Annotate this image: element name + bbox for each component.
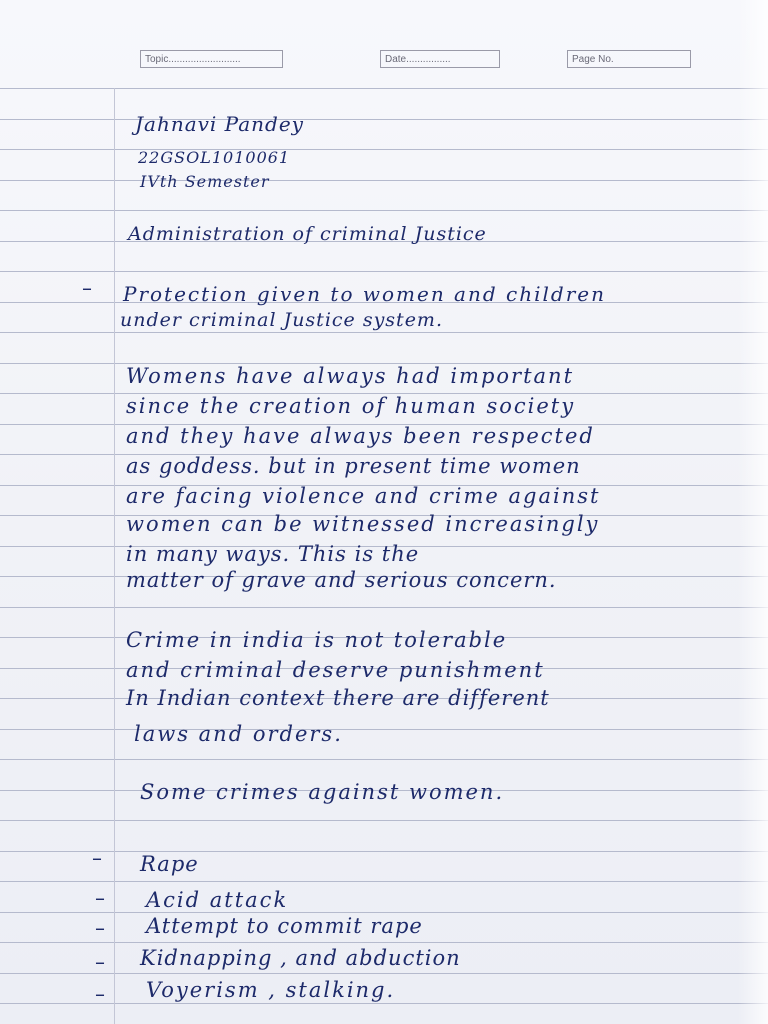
ruled-line <box>0 912 768 913</box>
ruled-line <box>0 759 768 760</box>
para1-line-7: in many ways. This is the <box>126 542 420 566</box>
topic-label: Topic.......................... <box>145 54 241 65</box>
list-dash: – <box>95 982 105 1006</box>
list-dash: – <box>95 916 105 940</box>
para1-line-5: are facing violence and crime against <box>126 484 601 508</box>
para1-line-1: Womens have always had important <box>126 364 575 388</box>
student-id: 22GSOL1010061 <box>138 148 291 167</box>
crime-item: Voyerism , stalking. <box>146 978 396 1002</box>
para1-line-4: as goddess. but in present time women <box>126 454 581 478</box>
date-box <box>380 50 500 68</box>
ruled-line <box>0 180 768 181</box>
ruled-line <box>0 607 768 608</box>
topic-line-1: Protection given to women and children <box>123 282 606 306</box>
para1-line-2: since the creation of human society <box>126 394 576 418</box>
ruled-line <box>0 942 768 943</box>
para2-line-3: In Indian context there are different <box>126 686 550 710</box>
crime-item: Acid attack <box>146 888 289 912</box>
topic-line-2: under criminal Justice system. <box>120 309 443 331</box>
ruled-line <box>0 973 768 974</box>
ruled-line <box>0 881 768 882</box>
list-dash: – <box>95 886 105 910</box>
margin-line <box>114 88 115 1024</box>
crime-item: Rape <box>140 852 199 876</box>
student-name: Jahnavi Pandey <box>135 112 304 136</box>
ruled-line <box>0 851 768 852</box>
ruled-line <box>0 332 768 333</box>
para1-line-6: women can be witnessed increasingly <box>126 512 600 536</box>
para2-line-4: laws and orders. <box>134 722 343 746</box>
ruled-line <box>0 271 768 272</box>
ruled-line <box>0 1003 768 1004</box>
para2-line-2: and criminal deserve punishment <box>126 658 545 682</box>
topic-box <box>140 50 283 68</box>
para2-line-1: Crime in india is not tolerable <box>126 628 508 652</box>
ruled-line <box>0 820 768 821</box>
crime-item: Attempt to commit rape <box>146 914 423 938</box>
ruled-line <box>0 119 768 120</box>
list-dash: – <box>95 950 105 974</box>
crimes-heading: Some crimes against women. <box>140 780 505 804</box>
list-dash: – <box>92 846 102 870</box>
page-no-box <box>567 50 691 68</box>
date-label: Date................ <box>385 54 451 65</box>
student-semester: IVth Semester <box>140 172 270 191</box>
ruled-line <box>0 729 768 730</box>
subject-title: Administration of criminal Justice <box>128 223 487 245</box>
para1-line-3: and they have always been respected <box>126 424 595 448</box>
crime-item: Kidnapping , and abduction <box>140 946 461 970</box>
page-no-label: Page No. <box>572 54 614 65</box>
ruled-line <box>0 210 768 211</box>
topic-dash: – <box>82 276 92 300</box>
para1-line-8: matter of grave and serious concern. <box>126 568 557 592</box>
ruled-line <box>0 149 768 150</box>
ruled-line <box>0 88 768 89</box>
